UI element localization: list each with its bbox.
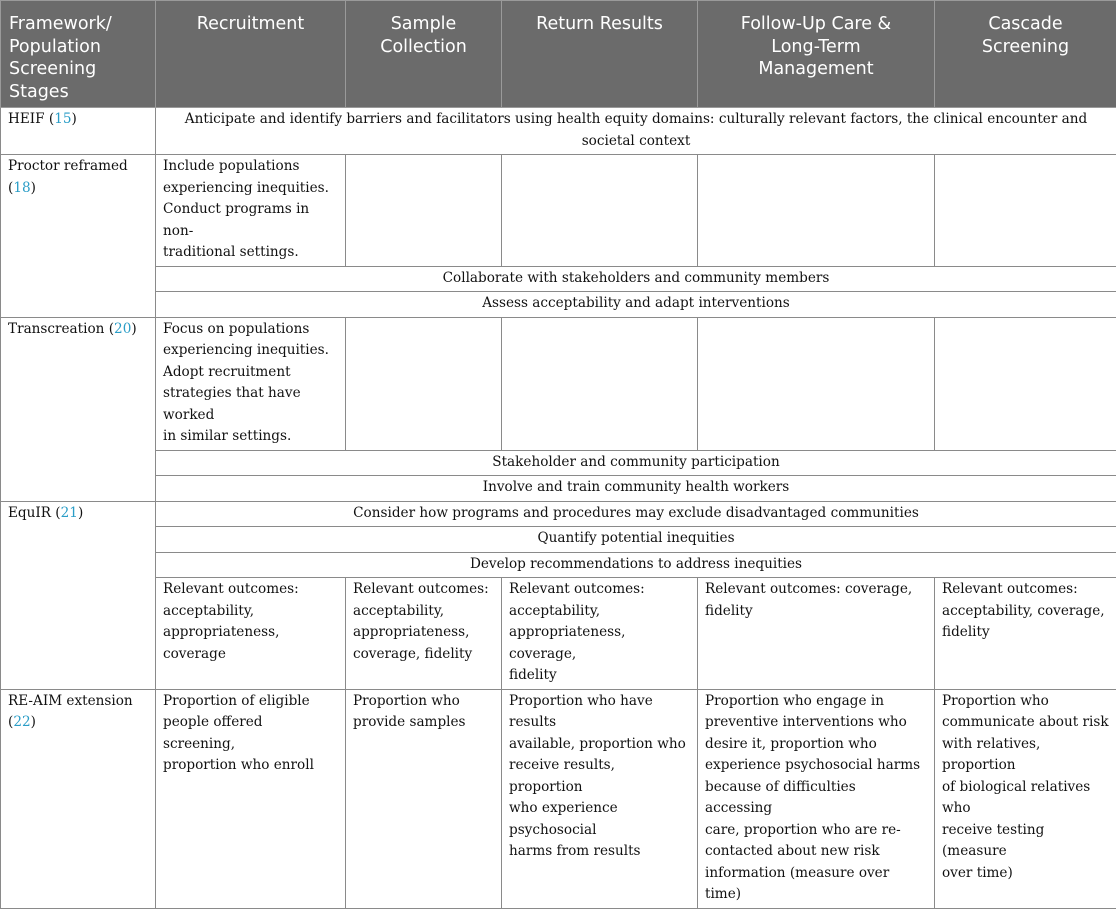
proctor-recruitment-cell: Include populations experiencing inequities. Conduct programs in non- traditional settings. — [156, 155, 346, 267]
equir-cascade-cell: Relevant outcomes: acceptability, coverage, fidelity — [935, 578, 1116, 690]
header-follow-up-care: Follow-Up Care & Long-Term Management — [698, 1, 935, 108]
equir-results-cell: Relevant outcomes: acceptability, appropriateness, coverage, fidelity — [502, 578, 698, 690]
reference-link[interactable]: 21 — [61, 505, 78, 521]
row-label-transcreation — [1, 317, 156, 501]
table-row-proctor — [1, 155, 1116, 267]
header-recruitment: Recruitment — [156, 1, 346, 108]
header-return-results: Return Results — [502, 1, 698, 108]
transcreation-recruitment-cell: Focus on populations experiencing inequities. Adopt recruitment strategies that have worked in similar settings. — [156, 317, 346, 450]
equir-span-cell-1: Consider how programs and procedures may exclude disadvantaged communities — [156, 501, 1116, 527]
table-row-heif — [1, 108, 1116, 155]
paren-close: ) — [72, 111, 77, 127]
re-aim-results-cell: Proportion who have results available, proportion who receive results, proportion who experience psychosocial harms from results — [502, 689, 698, 908]
table-row-equir-span3 — [1, 552, 1116, 578]
proctor-followup-cell — [698, 155, 935, 267]
row-label-heif — [1, 108, 156, 155]
header-row — [1, 1, 1116, 108]
re-aim-recruitment-cell: Proportion of eligible people offered screening, proportion who enroll — [156, 689, 346, 908]
table-row-transcreation-span2 — [1, 476, 1116, 502]
proctor-span-cell-2: Assess acceptability and adapt interventions — [156, 292, 1116, 318]
table-row-proctor-span2 — [1, 292, 1116, 318]
reference-link[interactable]: 20 — [114, 321, 131, 337]
proctor-cascade-cell — [935, 155, 1116, 267]
row-label-equir — [1, 501, 156, 689]
row-label-re-aim — [1, 689, 156, 908]
proctor-sample-cell — [346, 155, 502, 267]
heif-span-cell: Anticipate and identify barriers and facilitators using health equity domains: culturally relevant factors, the clinical encounter and societal context — [156, 108, 1116, 155]
proctor-results-cell — [502, 155, 698, 267]
table-row-transcreation-span1 — [1, 450, 1116, 476]
equir-followup-cell: Relevant outcomes: coverage, fidelity — [698, 578, 935, 690]
equir-span-cell-3: Develop recommendations to address inequities — [156, 552, 1116, 578]
table-row-equir — [1, 501, 1116, 527]
transcreation-span-cell-1: Stakeholder and community participation — [156, 450, 1116, 476]
framework-name: HEIF ( — [8, 111, 54, 127]
header-framework-stages: Framework/ Population Screening Stages — [1, 1, 156, 108]
equir-span-cell-2: Quantify potential inequities — [156, 527, 1116, 553]
proctor-span-cell-1: Collaborate with stakeholders and community members — [156, 266, 1116, 292]
re-aim-sample-cell: Proportion who provide samples — [346, 689, 502, 908]
table-row-re-aim — [1, 689, 1116, 908]
table-row-proctor-span1 — [1, 266, 1116, 292]
transcreation-cascade-cell — [935, 317, 1116, 450]
framework-name: Proctor reframed ( — [8, 158, 128, 196]
reference-link[interactable]: 22 — [13, 714, 30, 730]
framework-name: RE-AIM extension ( — [8, 693, 133, 731]
paren-close: ) — [131, 321, 136, 337]
table-row-equir-span2 — [1, 527, 1116, 553]
framework-name: Transcreation ( — [8, 321, 114, 337]
header-cascade-screening: Cascade Screening — [935, 1, 1116, 108]
framework-name: EquIR ( — [8, 505, 61, 521]
paren-close: ) — [31, 180, 36, 196]
table-row-equir-outcomes — [1, 578, 1116, 690]
re-aim-cascade-cell: Proportion who communicate about risk with relatives, proportion of biological relatives who receive testing (measure over time) — [935, 689, 1116, 908]
header-sample-collection: Sample Collection — [346, 1, 502, 108]
table-row-transcreation — [1, 317, 1116, 450]
row-label-proctor — [1, 155, 156, 318]
equir-recruitment-cell: Relevant outcomes: acceptability, appropriateness, coverage — [156, 578, 346, 690]
equir-sample-cell: Relevant outcomes: acceptability, appropriateness, coverage, fidelity — [346, 578, 502, 690]
transcreation-results-cell — [502, 317, 698, 450]
re-aim-followup-cell: Proportion who engage in preventive interventions who desire it, proportion who experience psychosocial harms because of difficulties accessing care, proportion who are re- contacted about new risk information (measure over time) — [698, 689, 935, 908]
reference-link[interactable]: 18 — [13, 180, 30, 196]
paren-close: ) — [31, 714, 36, 730]
paren-close: ) — [78, 505, 83, 521]
reference-link[interactable]: 15 — [54, 111, 71, 127]
transcreation-sample-cell — [346, 317, 502, 450]
transcreation-span-cell-2: Involve and train community health workers — [156, 476, 1116, 502]
transcreation-followup-cell — [698, 317, 935, 450]
